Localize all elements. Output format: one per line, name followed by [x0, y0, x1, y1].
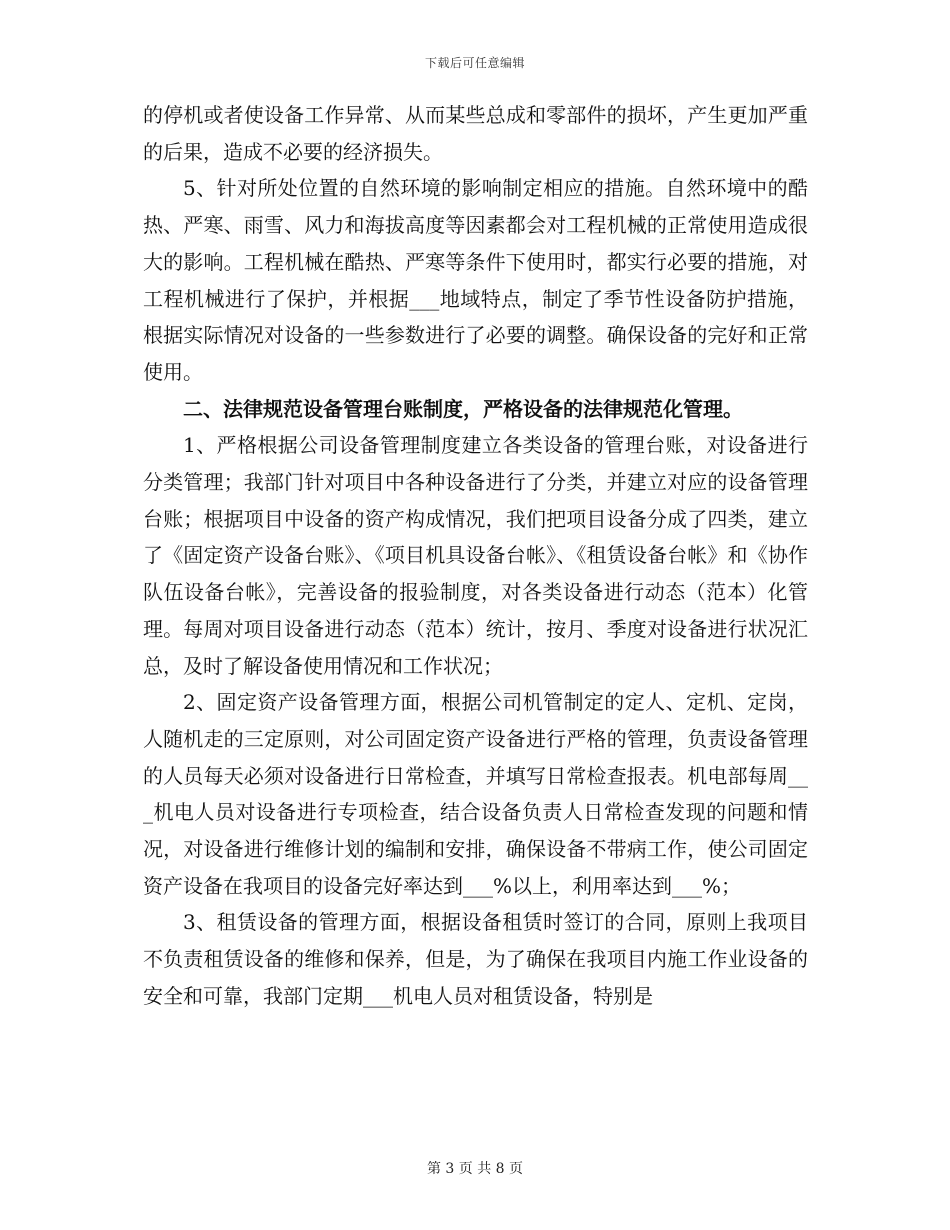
paragraph-item-3: 3、租赁设备的管理方面，根据设备租赁时签订的合同，原则上我项目不负责租赁设备的维修和保养，但是，为了确保在我项目内施工作业设备的安全和可靠，我部门定期___机电人员对租赁设备，特别是 [143, 910, 808, 1008]
page-number-footer: 第 3 页 共 8 页 [426, 1161, 524, 1177]
paragraph-continuation: 的停机或者使设备工作异常、从而某些总成和零部件的损坏，产生更加严重的后果，造成不必要的经济损失。 [143, 103, 808, 164]
page-header: 下载后可任意编辑 [424, 56, 525, 70]
section-heading-2: 二、法律规范设备管理台账制度，严格设备的法律规范化管理。 [183, 396, 743, 421]
paragraph-item-5: 5、针对所处位置的自然环境的影响制定相应的措施。自然环境中的酷热、严寒、雨雪、风力和海拔高度等因素都会对工程机械的正常使用造成很大的影响。工程机械在酷热、严寒等条件下使用时，都实行必要的措施，对工程机械进行了保护，并根据___地域特点，制定了季节性设备防护措施，根据实际情况对设备的一些参数进行了必要的调整。确保设备的完好和正常使用。 [143, 176, 808, 384]
paragraph-item-1: 1、严格根据公司设备管理制度建立各类设备的管理台账，对设备进行分类管理；我部门针对项目中各种设备进行了分类，并建立对应的设备管理台账；根据项目中设备的资产构成情况，我们把项目设备分成了四类，建立了《固定资产设备台账》、《项目机具设备台帐》、《租赁设备台帐》和《协作队伍设备台帐》，完善设备的报验制度，对各类设备进行动态（范本）化管理。每周对项目设备进行动态（范本）统计，按月、季度对设备进行状况汇总，及时了解设备使用情况和工作状况； [143, 433, 808, 678]
paragraph-item-2: 2、固定资产设备管理方面，根据公司机管制定的定人、定机、定岗，人随机走的三定原则，对公司固定资产设备进行严格的管理，负责设备管理的人员每天必须对设备进行日常检查，并填写日常检查报表。机电部每周___机电人员对设备进行专项检查，结合设备负责人日常检查发现的问题和情况，对设备进行维修计划的编制和安排，确保设备不带病工作，使公司固定资产设备在我项目的设备完好率达到___%以上，利用率达到___%； [143, 690, 808, 898]
document-body [143, 97, 808, 1015]
